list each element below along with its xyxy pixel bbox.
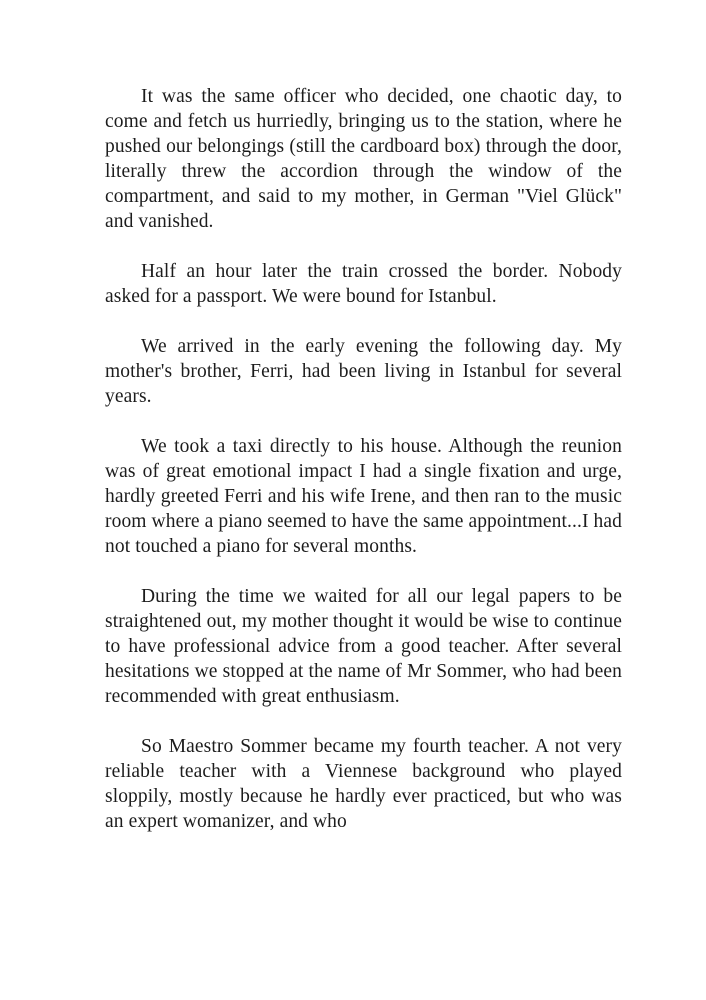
paragraph-taxi-piano: We took a taxi directly to his house. Although the reunion was of great emotional impact I had a single fixation and urge, hardly greeted Ferri and his wife Irene, and then ran to the music room where a piano seemed to have the same appointment...I had not touched a piano for several months. (105, 436, 622, 557)
paragraph-teacher-search: During the time we waited for all our legal papers to be straightened out, my mother thought it would be wise to continue to have professional advice from a good teacher. After several hesitations we stopped at the name of Mr Sommer, who had been recommended with great enthusiasm. (105, 586, 622, 707)
paragraph-officer-station: It was the same officer who decided, one chaotic day, to come and fetch us hurriedly, bringing us to the station, where he pushed our belongings (still the cardboard box) through the door, literally threw the accordion through the window of the compartment, and said to my mother, in German "Viel Glück" and vanished. (105, 86, 622, 232)
paragraph-arrival-istanbul: We arrived in the early evening the following day. My mother's brother, Ferri, had been living in Istanbul for several years. (105, 336, 622, 407)
text-block (105, 84, 622, 834)
paragraph-train-border: Half an hour later the train crossed the border. Nobody asked for a passport. We were bound for Istanbul. (105, 261, 622, 307)
paragraph-maestro-sommer: So Maestro Sommer became my fourth teacher. A not very reliable teacher with a Viennese background who played sloppily, mostly because he hardly ever practiced, but who was an expert womanizer, and who (105, 736, 622, 832)
